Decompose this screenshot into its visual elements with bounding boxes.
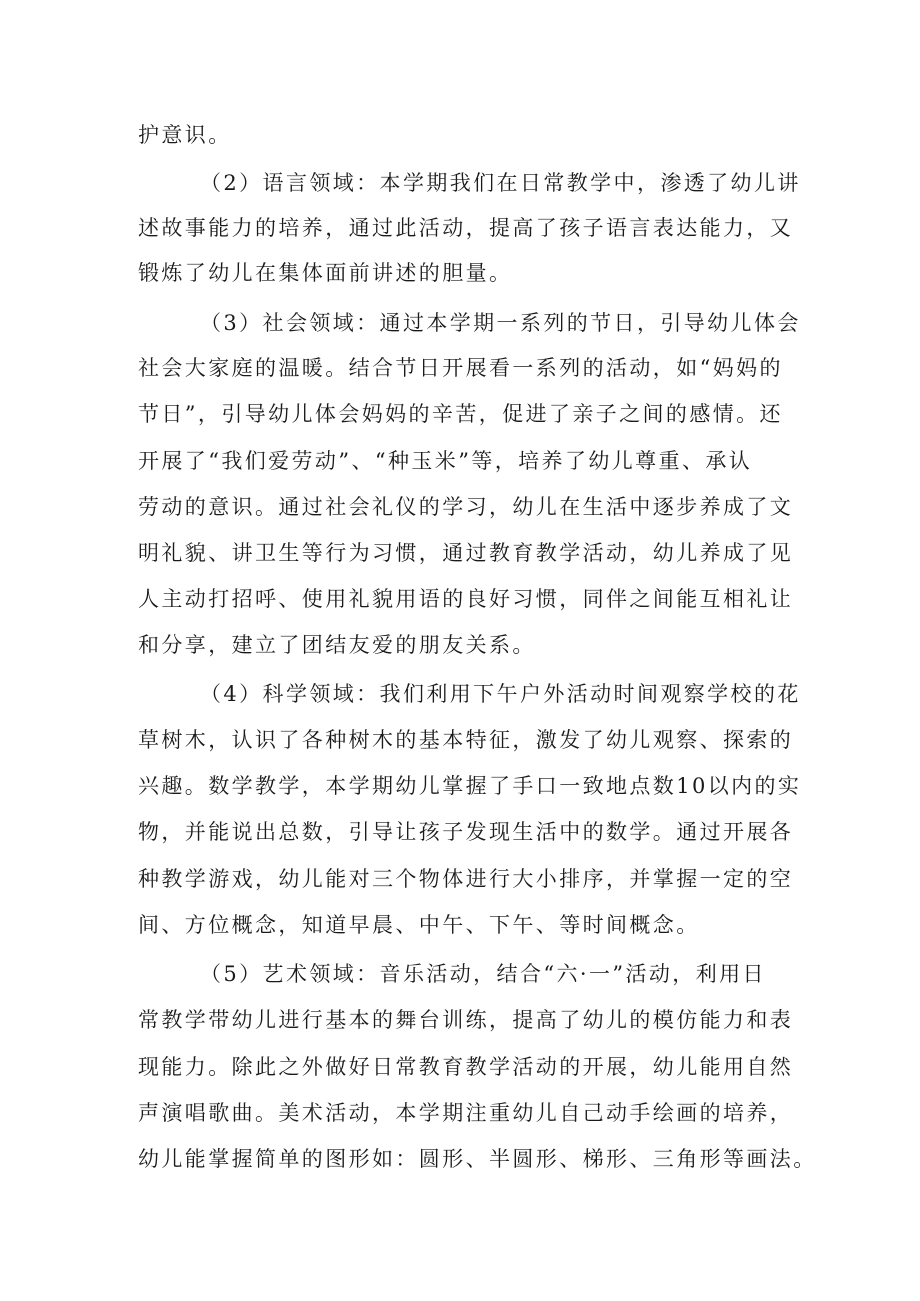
text-line: 开展了“我们爱劳动”、“种玉米”等，培养了幼儿尊重、承认 — [138, 449, 753, 473]
text-line: 劳动的意识。通过社会礼仪的学习，幼儿在生活中逐步养成了文 — [138, 495, 794, 519]
paragraph-art-domain: （5）艺术领域：音乐活动，结合“六·一”活动，利用日 — [200, 962, 766, 986]
text-line: 间、方位概念，知道早晨、中午、下午、等时间概念。 — [138, 913, 700, 937]
text-line: 物，并能说出总数，引导让孩子发现生活中的数学。通过开展各 — [138, 820, 794, 844]
text-line: 节日”，引导幼儿体会妈妈的辛苦，促进了亲子之间的感情。还 — [138, 402, 783, 426]
text-line: 声演唱歌曲。美术活动，本学期注重幼儿自己动手绘画的培养， — [138, 1101, 794, 1125]
text-line: 和分享，建立了团结友爱的朋友关系。 — [138, 633, 536, 657]
paragraph-language-domain: （2）语言领域：本学期我们在日常教学中，渗透了幼儿讲 — [200, 171, 801, 195]
text-line: 现能力。除此之外做好日常教育教学活动的开展，幼儿能用自然 — [138, 1055, 794, 1079]
text-line: 幼儿能掌握简单的图形如：圆形、半圆形、梯形、三角形等画法。 — [138, 1147, 817, 1171]
text-line: 明礼貌、讲卫生等行为习惯，通过教育教学活动，幼儿养成了见 — [138, 541, 794, 565]
text-line: 常教学带幼儿进行基本的舞台训练，提高了幼儿的模仿能力和表 — [138, 1008, 794, 1032]
text-line: 锻炼了幼儿在集体面前讲述的胆量。 — [138, 261, 513, 285]
paragraph-science-domain: （4）科学领域：我们利用下午户外活动时间观察学校的花 — [200, 682, 801, 706]
text-line: 人主动打招呼、使用礼貌用语的良好习惯，同伴之间能互相礼让 — [138, 587, 794, 611]
text-line: 草树木，认识了各种树木的基本特征，激发了幼儿观察、探索的 — [138, 728, 794, 752]
text-line: 社会大家庭的温暖。结合节日开展看一系列的活动，如“妈妈的 — [138, 356, 783, 380]
paragraph-social-domain: （3）社会领域：通过本学期一系列的节日，引导幼儿体会 — [200, 311, 801, 335]
text-line: 种教学游戏，幼儿能对三个物体进行大小排序，并掌握一定的空 — [138, 867, 794, 891]
text-line: 述故事能力的培养，通过此活动，提高了孩子语言表达能力，又 — [138, 216, 794, 240]
text-line: 兴趣。数学教学，本学期幼儿掌握了手口一致地点数10以内的实 — [138, 774, 802, 798]
text-line: 护意识。 — [138, 123, 232, 147]
